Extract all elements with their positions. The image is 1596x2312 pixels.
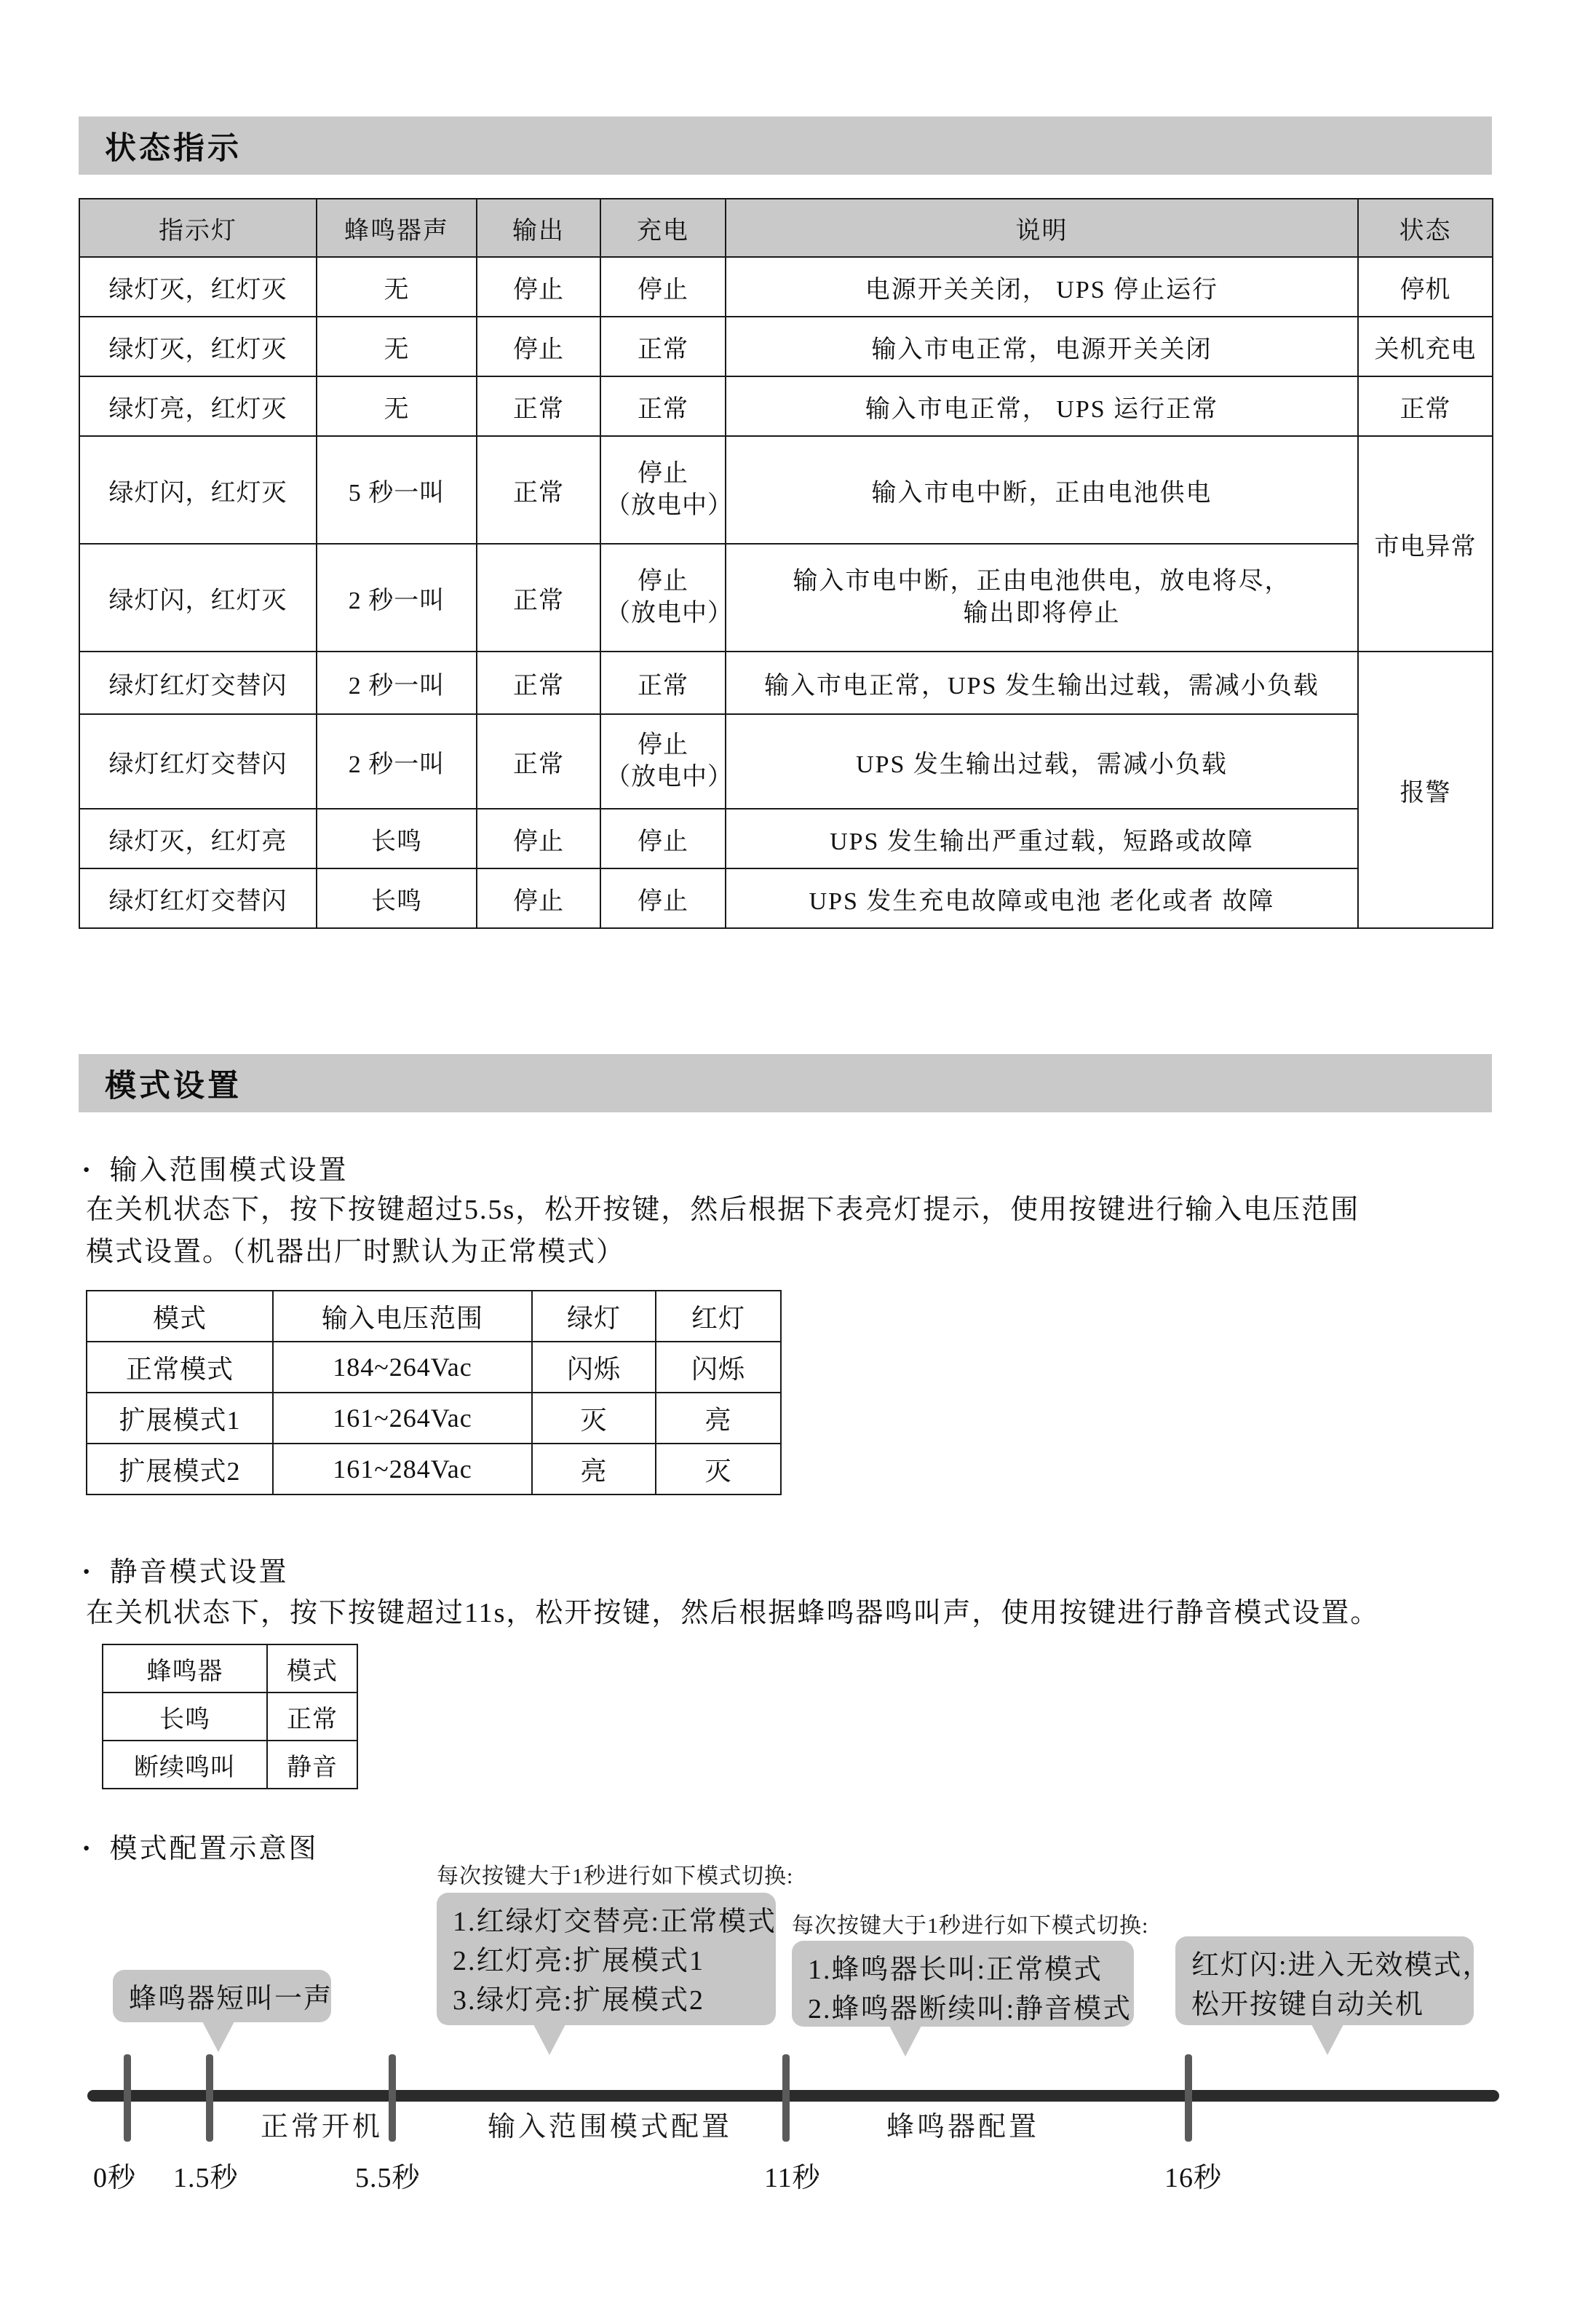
cell-output: 停止 (477, 809, 600, 868)
section-title-status: 状态指示 (105, 130, 242, 166)
cell-mode: 扩展模式1 (87, 1393, 273, 1444)
cell-green-light: 灭 (532, 1393, 656, 1444)
cell-description-line1: 输入市电中断，正由电池供电，放电将尽， (793, 568, 1291, 595)
table-row (79, 652, 1493, 714)
table-row (79, 317, 1493, 376)
cell-light: 绿灯红灯交替闪 (79, 652, 317, 714)
cell-mode: 静音 (267, 1741, 357, 1789)
timeline-tick-1-5s (206, 2054, 213, 2142)
cell-buzzer: 无 (317, 376, 477, 436)
cell-charge-sub: （放电中） (606, 764, 733, 791)
cell-buzzer: 断续鸣叫 (103, 1741, 267, 1789)
cell-voltage-range: 184~264Vac (273, 1342, 532, 1393)
paragraph-input-range (86, 1189, 1505, 1274)
cell-state: 关机充电 (1358, 317, 1493, 376)
cell-description: 输入市电正常，UPS 发生输出过载，需减小负载 (726, 652, 1358, 714)
cell-output: 停止 (477, 317, 600, 376)
col-header-green-light: 绿灯 (532, 1291, 656, 1342)
cell-state: 正常 (1358, 376, 1493, 436)
section-header-mode (79, 1054, 1492, 1112)
cell-light: 绿灯灭，红灯灭 (79, 257, 317, 317)
section-header-status (79, 116, 1492, 175)
cell-voltage-range: 161~264Vac (273, 1393, 532, 1444)
callout-tail-buzzer-short-beep (202, 2022, 234, 2052)
cell-charge-main: 停止 (638, 732, 688, 759)
callout-buzzer-modes (792, 1941, 1134, 2027)
cell-charge-sub: （放电中） (606, 492, 733, 519)
cell-description-line2: 输出即将停止 (963, 600, 1121, 627)
table-header-row (79, 199, 1493, 257)
callout-line: 1.蜂鸣器长叫:正常模式 (808, 1955, 1103, 1985)
table-row (79, 868, 1493, 928)
bullet-diagram-label: 模式配置示意图 (109, 1834, 319, 1864)
cell-mode: 正常 (267, 1693, 357, 1741)
table-row (103, 1693, 357, 1741)
col-header-light: 指示灯 (79, 199, 317, 257)
cell-green-light: 亮 (532, 1444, 656, 1495)
table-row (87, 1393, 781, 1444)
callout-input-range-modes (437, 1893, 776, 2025)
cell-charge (600, 436, 733, 544)
cell-description: 电源开关关闭， UPS 停止运行 (726, 257, 1358, 317)
table-row (79, 257, 1493, 317)
col-header-mode: 模式 (267, 1644, 357, 1693)
paragraph-input-range-line1: 在关机状态下，按下按键超过5.5s，松开按键，然后根据下表亮灯提示，使用按键进行输入电压范围 (86, 1195, 1360, 1225)
callout-line: 2.蜂鸣器断续叫:静音模式 (808, 1993, 1132, 2024)
status-indicator-table (79, 198, 1493, 929)
cell-light: 绿灯闪，红灯灭 (79, 436, 317, 544)
paragraph-mute-mode-line1: 在关机状态下，按下按键超过11s，松开按键，然后根据蜂鸣器鸣叫声，使用按键进行静音模式设置。 (86, 1598, 1380, 1628)
cell-output: 正常 (477, 436, 600, 544)
timeline-tick-5-5s (389, 2054, 396, 2142)
timeline-label-1-5s: 1.5秒 (173, 2163, 239, 2193)
timeline-label-11s: 11秒 (764, 2163, 821, 2193)
timeline-span-normal-startup: 正常开机 (261, 2112, 384, 2142)
cell-output: 正常 (477, 376, 600, 436)
callout-buzzer-short-beep (113, 1970, 331, 2022)
table-header-row (103, 1644, 357, 1693)
table-row (79, 544, 1493, 652)
bullet-diagram-heading (82, 1826, 319, 1866)
col-header-output: 输出 (477, 199, 600, 257)
cell-description: UPS 发生充电故障或电池 老化或者 故障 (726, 868, 1358, 928)
timeline-label-16s: 16秒 (1164, 2163, 1223, 2193)
callout-invalid-mode (1175, 1936, 1492, 2025)
col-header-buzzer: 蜂鸣器 (103, 1644, 267, 1693)
cell-charge: 正常 (600, 652, 726, 714)
cell-charge: 停止 (600, 868, 726, 928)
bullet-mute-mode-label: 静音模式设置 (109, 1557, 289, 1588)
table-header-row (87, 1291, 781, 1342)
col-header-voltage-range: 输入电压范围 (273, 1291, 532, 1342)
cell-charge (600, 544, 733, 652)
cell-buzzer: 长鸣 (317, 809, 477, 868)
cell-light: 绿灯红灯交替闪 (79, 714, 317, 809)
col-header-description: 说明 (726, 199, 1358, 257)
cell-description: UPS 发生输出严重过载，短路或故障 (726, 809, 1358, 868)
cell-buzzer: 无 (317, 257, 477, 317)
table-row (103, 1741, 357, 1789)
callout-line: 3.绿灯亮:扩展模式2 (453, 1984, 705, 2016)
bullet-input-range-label: 输入范围模式设置 (109, 1155, 349, 1186)
cell-buzzer: 2 秒一叫 (317, 652, 477, 714)
cell-light: 绿灯灭，红灯灭 (79, 317, 317, 376)
col-header-state: 状态 (1358, 199, 1493, 257)
cell-mode: 扩展模式2 (87, 1444, 273, 1495)
cell-description: 输入市电正常， UPS 运行正常 (726, 376, 1358, 436)
cell-buzzer: 无 (317, 317, 477, 376)
cell-buzzer: 2 秒一叫 (317, 714, 477, 809)
timeline-tick-11s (782, 2054, 790, 2142)
paragraph-mute-mode (86, 1593, 1534, 1635)
cell-charge-sub: （放电中） (606, 600, 733, 627)
table-row (79, 376, 1493, 436)
col-header-red-light: 红灯 (656, 1291, 781, 1342)
callout-line: 1.红绿灯交替亮:正常模式 (453, 1907, 777, 1937)
cell-light: 绿灯红灯交替闪 (79, 868, 317, 928)
timeline-label-5-5s: 5.5秒 (355, 2163, 421, 2193)
bullet-input-range-heading (82, 1147, 349, 1187)
timeline-tick-16s (1185, 2054, 1192, 2142)
cell-charge (600, 714, 733, 809)
cell-state-mains-abnormal: 市电异常 (1358, 436, 1493, 652)
cell-charge: 停止 (600, 257, 726, 317)
col-header-mode: 模式 (87, 1291, 273, 1342)
table-row (79, 714, 1493, 809)
table-row (79, 436, 1493, 544)
table-row (87, 1342, 781, 1393)
callout-tail-input-range-modes (533, 2024, 565, 2055)
cell-voltage-range: 161~284Vac (273, 1444, 532, 1495)
callout-tail-buzzer-modes (889, 2026, 921, 2056)
cell-description: 输入市电中断，正由电池供电 (726, 436, 1358, 544)
cell-charge-main: 停止 (638, 568, 688, 595)
cell-buzzer: 长鸣 (103, 1693, 267, 1741)
cell-state-alarm: 报警 (1358, 652, 1493, 928)
cell-mode: 正常模式 (87, 1342, 273, 1393)
cell-description: UPS 发生输出过载，需减小负载 (726, 714, 1358, 809)
callout-line: 2.红灯亮:扩展模式1 (453, 1945, 705, 1976)
timeline-tick-0s (124, 2054, 131, 2142)
cell-buzzer: 5 秒一叫 (317, 436, 477, 544)
cell-green-light: 闪烁 (532, 1342, 656, 1393)
callout-line: 蜂鸣器短叫一声 (129, 1984, 333, 2014)
timeline-span-input-range-config: 输入范围模式配置 (488, 2112, 733, 2142)
timeline-span-buzzer-config: 蜂鸣器配置 (886, 2112, 1040, 2142)
buzzer-mode-table (102, 1644, 358, 1789)
cell-state: 停机 (1358, 257, 1493, 317)
cell-description (726, 544, 1358, 652)
cell-red-light: 灭 (656, 1444, 781, 1495)
cell-description: 输入市电正常，电源开关关闭 (726, 317, 1358, 376)
callout-line: 红灯闪:进入无效模式， (1191, 1950, 1492, 1981)
cell-charge: 停止 (600, 809, 726, 868)
cell-buzzer: 2 秒一叫 (317, 544, 477, 652)
timeline-label-0s: 0秒 (93, 2163, 137, 2193)
input-voltage-range-table (86, 1290, 782, 1495)
cell-output: 正常 (477, 544, 600, 652)
cell-charge: 正常 (600, 376, 726, 436)
bullet-mute-mode-heading (82, 1549, 289, 1589)
timeline-axis (87, 2090, 1499, 2102)
cell-charge-main: 停止 (638, 460, 688, 488)
cell-output: 停止 (477, 868, 600, 928)
col-header-buzzer: 蜂鸣器声 (317, 199, 477, 257)
paragraph-input-range-line2: 模式设置。（机器出厂时默认为正常模式） (86, 1236, 626, 1267)
cell-light: 绿灯灭，红灯亮 (79, 809, 317, 868)
callout-line: 松开按键自动关机 (1191, 1989, 1425, 2020)
cell-red-light: 亮 (656, 1393, 781, 1444)
cell-charge: 正常 (600, 317, 726, 376)
col-header-charge: 充电 (600, 199, 726, 257)
table-row (87, 1444, 781, 1495)
callout-tail-invalid-mode (1311, 2024, 1343, 2055)
cell-light: 绿灯亮，红灯灭 (79, 376, 317, 436)
diagram-note-input-range: 每次按键大于1秒进行如下模式切换: (437, 1864, 794, 1888)
cell-buzzer: 长鸣 (317, 868, 477, 928)
cell-red-light: 闪烁 (656, 1342, 781, 1393)
section-title-mode: 模式设置 (105, 1068, 242, 1104)
cell-light: 绿灯闪，红灯灭 (79, 544, 317, 652)
cell-output: 正常 (477, 714, 600, 809)
cell-output: 正常 (477, 652, 600, 714)
table-row (79, 809, 1493, 868)
diagram-note-buzzer: 每次按键大于1秒进行如下模式切换: (792, 1914, 1149, 1938)
cell-output: 停止 (477, 257, 600, 317)
